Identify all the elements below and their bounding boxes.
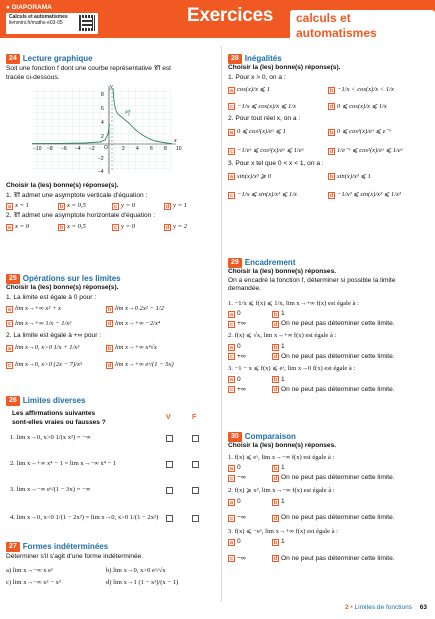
false-checkbox[interactable]	[192, 487, 199, 494]
q2-answers	[228, 343, 430, 361]
true-checkbox[interactable]	[166, 515, 173, 522]
exercise-29-choose: Choisir la (les) bonne(s) réponses.	[228, 268, 337, 276]
option-d[interactable]: d On ne peut pas déterminer cette limite.	[273, 319, 395, 328]
x-tick: 8	[164, 146, 167, 153]
exercise-28-q1: 1. Pour x > 0, on a :	[228, 73, 286, 81]
chapter-topic: Limites de fonctions	[354, 604, 412, 611]
option-a[interactable]: a 0	[229, 375, 241, 384]
option-a[interactable]: a 0	[229, 309, 241, 318]
page-subtitle: calculs et automatismes	[290, 10, 435, 43]
q1-options	[6, 202, 214, 210]
true-checkbox[interactable]	[166, 461, 173, 468]
page-title: Exercices	[187, 5, 274, 26]
exercise-title: Lecture graphique	[22, 54, 93, 63]
statement-2: 2. lim x→+∞ x⁴ − 1 = lim x→−∞ x⁴ − 1	[10, 460, 117, 468]
option-a[interactable]: a lim x→0, x>0 1/x + 1/x²	[7, 344, 80, 353]
option-c[interactable]: c −∞	[229, 554, 246, 563]
exercise-25-choose: Choisir la (les) bonne(s) réponse(s).	[6, 284, 119, 292]
option-c[interactable]: c +∞	[229, 319, 246, 328]
option-a[interactable]: a lim x→+∞ x² + x	[7, 305, 61, 313]
option-d[interactable]: d On ne peut pas déterminer cette limite.	[273, 352, 395, 361]
q3-answers	[228, 376, 430, 394]
option-b[interactable]: b x = 0,5	[59, 201, 86, 210]
exercise-28-q3: 3. Pour x tel que 0 < x < 1, on a :	[228, 160, 324, 168]
option-d[interactable]: d On ne peut pas déterminer cette limite.	[273, 474, 395, 482]
exercise-title: Formes indéterminées	[22, 542, 109, 551]
option-d[interactable]: d −1/x³ ⩽ sin(x)/x³ ⩽ 1/x³	[329, 191, 401, 199]
page-number: 63	[419, 604, 428, 611]
exercise-29-header	[228, 258, 430, 268]
diaporama-title: ● DIAPORAMA	[6, 4, 98, 12]
exercise-26-intro1: Les affirmations suivantes	[12, 410, 96, 418]
curve-label: 𝒞f	[124, 110, 131, 117]
q1-answers	[228, 310, 430, 328]
y-tick: 2	[101, 134, 104, 141]
y-tick: 8	[101, 92, 104, 99]
option-b[interactable]: b 1	[273, 464, 285, 472]
exercise-25-q1: 1. La limite est égale à 0 pour :	[6, 293, 97, 301]
option-b[interactable]: b 1	[273, 342, 285, 351]
option-b[interactable]: b 1	[273, 538, 285, 546]
exercise-27-header	[6, 542, 214, 552]
x-tick: 2	[122, 146, 125, 153]
exercise-title: Limites diverses	[22, 396, 86, 405]
option-a[interactable]: a 0	[229, 342, 241, 351]
false-checkbox[interactable]	[192, 515, 199, 522]
option-d[interactable]: d On ne peut pas déterminer cette limite.	[273, 554, 395, 563]
diaporama-box[interactable]	[6, 4, 98, 34]
exercise-number: 30	[228, 432, 242, 442]
option-c[interactable]: c −1/eˣ ⩽ cos²(x)/eˣ ⩽ 1/eˣ	[229, 146, 304, 155]
exercise-30	[228, 432, 430, 563]
q3-options	[228, 173, 430, 200]
exercise-29	[228, 258, 430, 394]
false-checkbox[interactable]	[192, 435, 199, 442]
exercise-28-q2: 2. Pour tout réel x, on a :	[228, 114, 301, 122]
origin-label: O	[104, 145, 108, 152]
exercise-25	[6, 274, 214, 369]
option-d[interactable]: d lim x→+∞ −2/x⁴	[107, 319, 161, 328]
exercise-24-q1: 1. 𝒞f admet une asymptote verticale d'équation :	[6, 191, 148, 199]
x-tick: 6	[150, 146, 153, 153]
exercise-27	[6, 542, 214, 588]
q3-answers	[228, 538, 430, 563]
function-graph	[30, 84, 180, 182]
exercise-26-header	[6, 396, 214, 406]
exercise-number: 27	[6, 542, 20, 552]
y-tick: 6	[101, 106, 104, 113]
option-c[interactable]: c −∞	[229, 474, 246, 482]
x-tick: −2	[89, 146, 95, 153]
option-b[interactable]: b sin(x)/x³ ⩽ 1	[329, 172, 371, 181]
option-c[interactable]: c lim x→0, x>0 (2x − 7)/x³	[7, 360, 82, 369]
qr-code-icon[interactable]	[79, 15, 95, 31]
x-tick: −6	[61, 146, 67, 153]
exercise-24-choose: Choisir la (les) bonne(s) réponse(s).	[6, 182, 119, 190]
option-d[interactable]: d y = 2	[165, 222, 187, 231]
option-c[interactable]: c +∞	[229, 352, 246, 361]
option-b[interactable]: b lim x→+∞ x³√x	[107, 344, 157, 353]
option-d[interactable]: d 1/e⁻ˣ ⩽ cos²(x)/eˣ ⩽ 1/eˣ	[329, 146, 403, 155]
exercise-27-items	[6, 567, 214, 588]
statement-4: 4. lim x→0, x<0 1/(1 − 2x²) = lim x→0, x>0 1/(1 − 2x²)	[10, 514, 159, 522]
y-tick: −4	[98, 169, 104, 176]
option-d[interactable]: d On ne peut pas déterminer cette limite.	[273, 385, 395, 394]
exercise-26-intro2: sont-elles vraies ou fausses ?	[12, 419, 106, 427]
exercise-30-q1: 1. f(x) ⩽ eˣ, lim x→−∞ f(x) est égale à :	[228, 453, 335, 461]
exercise-title: Encadrement	[244, 258, 296, 267]
option-d[interactable]: d lim x→+∞ eˣ/(1 − 5x)	[107, 360, 174, 369]
false-checkbox[interactable]	[192, 461, 199, 468]
option-d[interactable]: d 0 ⩽ cos(x)/x ⩽ 1/x	[329, 102, 387, 111]
option-a[interactable]: a x = 1	[7, 201, 29, 210]
exercise-24-q2: 2. 𝒞f admet une asymptote horizontale d'équation :	[6, 212, 156, 220]
exercise-number: 28	[228, 54, 242, 64]
option-c[interactable]: c −1/x ⩽ sin(x)/x³ ⩽ 1/x	[229, 191, 297, 199]
exercise-28-header	[228, 54, 430, 64]
option-b[interactable]: b 1	[273, 375, 285, 384]
option-b[interactable]: b 1	[273, 497, 285, 506]
exercise-number: 29	[228, 258, 242, 268]
q2-options	[6, 223, 214, 231]
q2-options	[228, 128, 430, 155]
statement-1: 1. lim x→0, x>0 1/(x x²) = −∞	[10, 434, 91, 442]
option-c[interactable]: c −1/x ⩽ cos(x)/x ⩽ 1/x	[229, 102, 297, 111]
x-axis-label: x	[174, 138, 177, 145]
exercise-27-intro: Déterminer s'il s'agit d'une forme indéterminée.	[6, 553, 144, 561]
y-tick: −2	[98, 156, 104, 163]
exercise-26	[6, 396, 214, 536]
true-checkbox[interactable]	[166, 487, 173, 494]
exercise-24-intro1: Soit une fonction f dont une courbe représentative 𝒞f est	[6, 65, 171, 73]
exercise-25-header	[6, 274, 214, 284]
option-a[interactable]: a sin(x)/x³ ⩾ 0	[229, 172, 271, 181]
option-c[interactable]: c −∞	[229, 514, 246, 523]
option-a[interactable]: a x = 0	[7, 222, 29, 231]
x-tick: −10	[33, 146, 42, 153]
exercise-30-q3: 3. f(x) ⩽ −eˣ, lim x→+∞ f(x) est égale à :	[228, 527, 339, 535]
exercise-24-intro2: tracée ci-dessous.	[6, 73, 60, 81]
diaporama-link[interactable]: lienmini.fr/maths-e03-05	[9, 20, 63, 26]
exercise-29-intro2: demandée.	[228, 285, 261, 293]
option-d[interactable]: d On ne peut pas déterminer cette limite.	[273, 514, 395, 523]
exercise-title: Opérations sur les limites	[22, 274, 121, 283]
chapter-number: 2	[345, 604, 349, 611]
x-tick: 4	[136, 146, 139, 153]
option-c[interactable]: c +∞	[229, 385, 246, 394]
option-c[interactable]: c y = 0	[113, 201, 135, 210]
exercise-number: 25	[6, 274, 20, 284]
y-axis-label: y	[110, 84, 113, 91]
exercise-30-q2: 2. f(x) ⩾ x³, lim x→−∞ f(x) est égale à :	[228, 487, 335, 495]
option-c[interactable]: c y = 0	[113, 222, 135, 231]
q2-answers	[228, 498, 430, 523]
option-d[interactable]: d y = 1	[165, 201, 187, 210]
q1-answers	[228, 464, 430, 482]
statement-3: 3. lim x→−∞ eˣ/(1 − 3x) = −∞	[10, 486, 91, 494]
true-false-table	[6, 410, 214, 536]
exercise-title: Inégalités	[244, 54, 282, 63]
x-tick: −4	[75, 146, 81, 153]
q1-options	[228, 86, 430, 111]
graph-area	[6, 84, 214, 182]
option-a[interactable]: a 0	[229, 538, 241, 546]
exercise-29-q3: 3. −1 − x ⩽ f(x) ⩽ eˣ, lim x→0 f(x) est égale à :	[228, 365, 356, 373]
option-a[interactable]: a 0	[229, 464, 241, 472]
option-b[interactable]: b x = 0,5	[59, 222, 86, 231]
item-a: a) lim x→−∞ x eˣ	[6, 566, 53, 574]
item-b: b) lim x→0, x>0 eˣ/√x	[106, 566, 166, 574]
option-a[interactable]: a 0	[229, 497, 241, 506]
column-divider	[221, 46, 222, 602]
item-d: d) lim x→1 (1 − x²)/(x − 1)	[106, 579, 179, 587]
exercise-30-choose: Choisir la (les) bonne(s) réponses.	[228, 442, 337, 450]
option-b[interactable]: b lim x→0 2x² − 1/2	[107, 305, 164, 313]
exercise-28-choose: Choisir la (les) bonne(s) réponse(s).	[228, 64, 341, 72]
option-a[interactable]: a 0 ⩽ cos²(x)/eˣ ⩽ 1	[229, 128, 286, 137]
q2-options	[6, 344, 214, 369]
exercise-30-header	[228, 432, 430, 442]
x-ticks	[6, 146, 214, 154]
exercise-25-q2: 2. La limite est égale à +∞ pour :	[6, 331, 102, 339]
exercise-title: Comparaison	[244, 432, 296, 441]
option-b[interactable]: b −1/x < cos(x)/x < 1/x	[329, 86, 394, 94]
exercise-29-intro1: On a encadré la fonction f, déterminer si possible la limite	[228, 276, 396, 284]
exercise-28	[228, 54, 430, 200]
exercise-24	[6, 54, 214, 231]
true-checkbox[interactable]	[166, 435, 173, 442]
exercise-number: 24	[6, 54, 20, 64]
diaporama-line1: Calculs et automatismes	[9, 14, 68, 20]
item-c: c) lim x→−∞ x² − x³	[6, 579, 61, 587]
x-tick: 10	[176, 146, 182, 153]
q1-options	[6, 305, 214, 328]
option-a[interactable]: a cos(x)/x ⩽ 1	[229, 86, 270, 94]
y-tick: 4	[101, 120, 104, 127]
exercise-29-q1: 1. −1/x ⩽ f(x) ⩽ 1/x, lim x→+∞ f(x) est égale à :	[228, 299, 359, 307]
exercise-24-header	[6, 54, 214, 64]
true-column-header: V	[166, 414, 171, 422]
option-b[interactable]: b 1	[273, 309, 285, 318]
false-column-header: F	[192, 414, 197, 422]
x-tick: −8	[47, 146, 53, 153]
page-header	[0, 0, 435, 41]
diaporama-info	[6, 13, 98, 34]
option-b[interactable]: b 0 ⩽ cos²(x)/eˣ ⩽ e⁻ˣ	[329, 128, 391, 137]
exercise-29-q2: 2. f(x) ⩽ √x, lim x→+∞ f(x) est égale à :	[228, 332, 337, 340]
exercise-number: 26	[6, 396, 20, 406]
option-c[interactable]: c lim x→+∞ 1/x − 1/x²	[7, 319, 72, 328]
page-footer: 2 • Limites de fonctions 63	[345, 604, 428, 611]
